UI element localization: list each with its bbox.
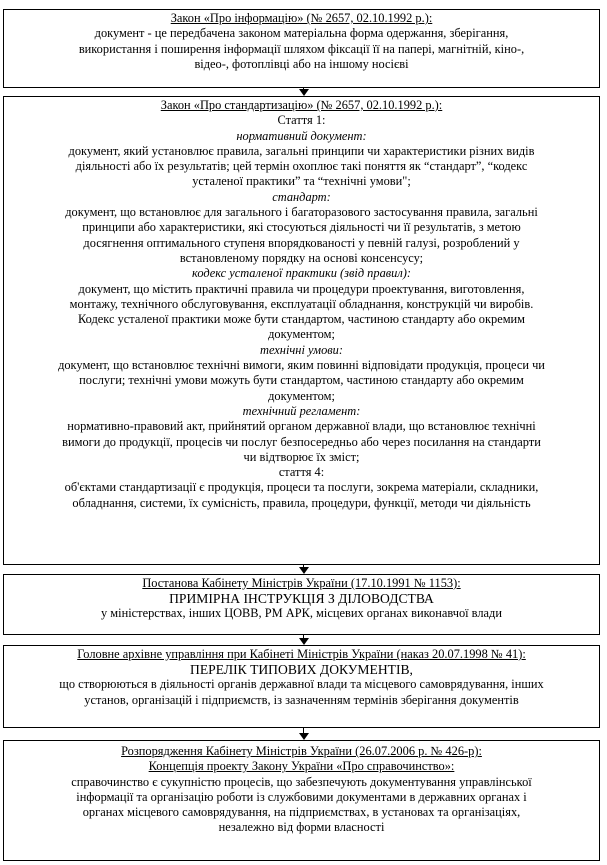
definition-line: діяльності або їх результатів; цей термін охоплює такі поняття як “стандарт”, “кодекс [75, 159, 528, 174]
definition-line: документ, що містить практичні правила чи процедури проектування, виготовлення, [78, 281, 525, 296]
box-title: Постанова Кабінету Міністрів України (17.10.1991 № 1153): [142, 576, 461, 590]
box-cabinet-order [3, 740, 600, 861]
definition-line: що створюються в діяльності органів державної влади та місцевого самоврядування, інших [59, 677, 544, 692]
definition-line: інформації та організацію роботи із службовими документами в державних органах і [76, 789, 527, 804]
box-heading: ПЕРЕЛІК ТИПОВИХ ДОКУМЕНТІВ, [190, 662, 413, 678]
connector-arrow [299, 728, 309, 740]
definition-line: об'єктами стандартизації є продукція, процеси та послуги, зокрема матеріали, складники, [64, 480, 539, 495]
definition-line: документ, що встановлює технічні вимоги, яким повинні відповідати продукція, процеси чи [58, 358, 545, 373]
definition-line: обладнання, системи, їх сумісність, правила, процедури, функції, методи чи діяльність [72, 495, 531, 510]
connector-arrow [299, 635, 309, 645]
definition-line: використання і поширення інформації шляхом фіксації її на папері, магнітній, кіно-, [78, 41, 525, 56]
term-label: стандарт: [272, 189, 331, 204]
box-subtitle: Концепція проекту Закону України «Про справочинство»: [148, 759, 455, 774]
definition-line: досягнення оптимального ступеня впорядкованості у певній галузі, розроблений у [83, 235, 520, 250]
definition-line: документ - це передбачена законом матеріальна форма одержання, зберігання, [94, 26, 509, 41]
definition-line: документом; [268, 327, 335, 342]
term-label: нормативний документ: [236, 128, 367, 143]
box-law-on-standardization [3, 96, 600, 565]
box-archive-administration [3, 645, 600, 728]
definition-line: принципи або характеристики, які стосуються діяльності чи її результатів, з метою [82, 220, 521, 235]
connector-arrow [299, 565, 309, 574]
definition-line: документом; [268, 388, 335, 403]
box-title: Закон «Про інформацію» (№ 2657, 02.10.1992 р.): [170, 11, 433, 25]
definition-line: установ, організацій і підприємств, із зазначенням термінів зберігання документів [84, 692, 519, 707]
connector-arrow [299, 88, 309, 96]
definition-line: вимоги до продукції, процесів чи послуг безпосередньо або через посилання на стандарти [62, 434, 541, 449]
article-label: Стаття 1: [277, 113, 326, 128]
definition-line: монтажу, технічного обслуговування, експлуатації обладнання, конструкцій чи виробів. [69, 296, 534, 311]
definition-line: документ, що встановлює для загального і багаторазового застосування правила, загальні [65, 205, 538, 220]
box-title: Головне архівне управління при Кабінеті Міністрів України (наказ 20.07.1998 № 41): [77, 647, 526, 661]
box-title: Закон «Про стандартизацію» (№ 2657, 02.10.1992 р.): [160, 98, 443, 112]
definition-line: відео-, фотоплівці або на іншому носієві [194, 56, 409, 71]
box-heading: ПРИМІРНА ІНСТРУКЦІЯ З ДІЛОВОДСТВА [169, 591, 434, 607]
definition-line: встановленому порядку на основі консенсусу; [179, 250, 424, 265]
article-label: стаття 4: [278, 465, 325, 480]
definition-line: незалежно від форми власності [218, 820, 385, 835]
box-law-on-information [3, 9, 600, 88]
term-label: технічний регламент: [242, 403, 361, 418]
definition-line: справочинство є сукупністю процесів, що забезпечують документування управлінської [71, 774, 532, 789]
definition-line: Кодекс усталеної практики може бути стандартом, частиною стандарту або окремим [77, 312, 526, 327]
definition-line: органах місцевого самоврядування, на підприємствах, в установах та організаціях, [82, 805, 521, 820]
definition-line: нормативно-правовий акт, прийнятий органом державної влади, що встановлює технічні [67, 419, 536, 434]
definition-line: послуги; технічні умови можуть бути стандартом, частиною стандарту або окремим [79, 373, 524, 388]
term-label: кодекс усталеної практики (звід правил): [192, 266, 411, 281]
definition-line: документ, який установлює правила, загальні принципи чи характеристики різних видів [68, 143, 535, 158]
term-label: технічні умови: [260, 342, 343, 357]
definition-line: у міністерствах, інших ЦОВВ, РМ АРК, місцевих органах виконавчої влади [101, 606, 502, 621]
box-title: Розпорядження Кабінету Міністрів України (26.07.2006 р. № 426-р): [121, 744, 482, 758]
definition-line: чи відтворює їх зміст; [243, 449, 360, 464]
definition-line: усталеної практики” та “технічні умови"; [192, 174, 411, 189]
box-cabinet-resolution [3, 574, 600, 635]
